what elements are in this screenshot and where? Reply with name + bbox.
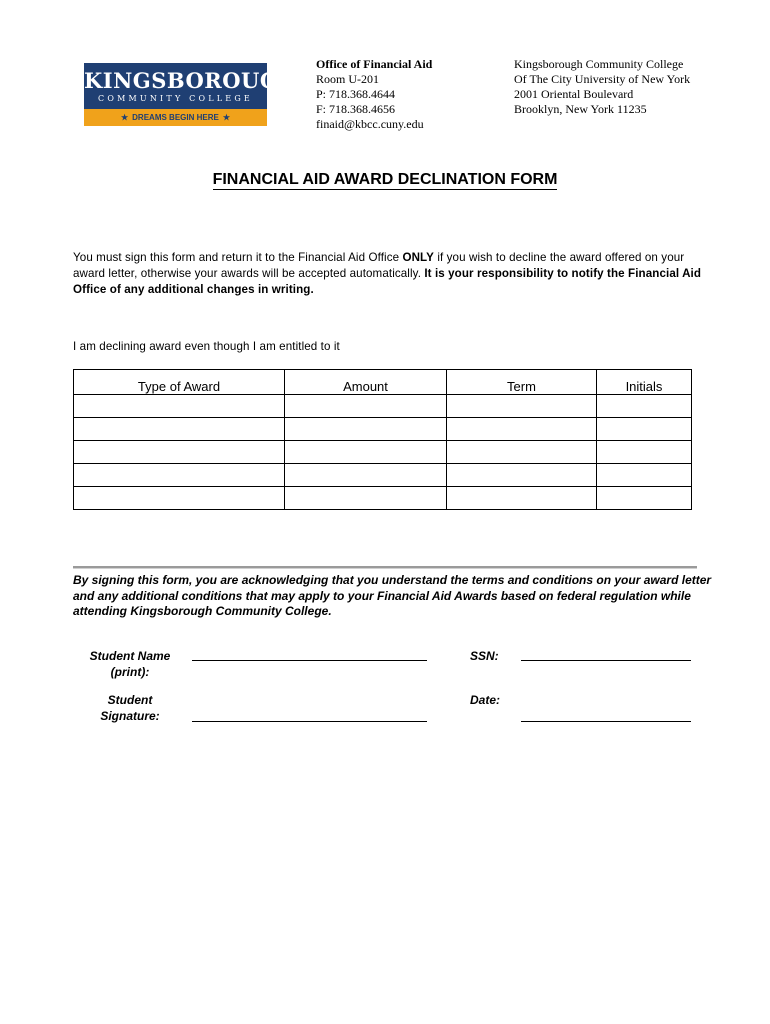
header-amount: Amount (285, 370, 447, 395)
table-row (74, 464, 692, 487)
cell-initials[interactable] (597, 487, 692, 510)
student-signature-label-block (80, 692, 180, 724)
college-line-4: Brooklyn, New York 11235 (514, 102, 647, 116)
star-icon: ★ (222, 113, 231, 122)
cell-type[interactable] (74, 487, 285, 510)
logo-name: KINGSBOROUGH (84, 68, 299, 93)
ssn-label: SSN: (470, 649, 499, 663)
college-line-3: 2001 Oriental Boulevard (514, 87, 634, 101)
student-name-line[interactable] (192, 660, 427, 661)
student-signature-line[interactable] (192, 721, 427, 722)
cell-term[interactable] (447, 418, 597, 441)
cell-term[interactable] (447, 487, 597, 510)
intro-bold-tail: It is your responsibility to notify the Financial Aid Office of any additional changes in writing. (73, 267, 702, 296)
office-title: Office of Financial Aid (316, 57, 433, 71)
cell-term[interactable] (447, 464, 597, 487)
office-fax: F: 718.368.4656 (316, 102, 396, 116)
student-name-sublabel: (print): (110, 665, 150, 679)
cell-type[interactable] (74, 395, 285, 418)
cell-term[interactable] (447, 441, 597, 464)
office-email: finaid@kbcc.cuny.edu (316, 117, 424, 131)
header-type-of-award: Type of Award (74, 370, 285, 395)
date-label: Date: (470, 693, 501, 707)
cell-term[interactable] (447, 395, 597, 418)
college-line-2: Of The City University of New York (514, 72, 691, 86)
table-header-row (74, 370, 692, 395)
cell-type[interactable] (74, 441, 285, 464)
table-row (74, 395, 692, 418)
cell-amount[interactable] (285, 395, 447, 418)
star-icon: ★ (120, 113, 129, 122)
cell-initials[interactable] (597, 464, 692, 487)
cell-type[interactable] (74, 418, 285, 441)
office-phone: P: 718.368.4644 (316, 87, 396, 101)
cell-amount[interactable] (285, 464, 447, 487)
student-name-label: Student Name (89, 649, 171, 663)
section-divider (73, 566, 697, 569)
cell-amount[interactable] (285, 487, 447, 510)
award-table (73, 369, 692, 510)
student-name-label-block (80, 648, 180, 680)
intro-part-1: You must sign this form and return it to the Financial Aid Office (73, 251, 403, 264)
acknowledgement-text: By signing this form, you are acknowledging that you understand the terms and conditions on your award letter and any additional conditions that may apply to your Financial Aid Awards based on federal regulation while attending Kingsborough Community College. (73, 573, 712, 618)
form-title-wrap (0, 171, 770, 189)
logo-subtitle: COMMUNITY COLLEGE (98, 94, 253, 103)
logo-tagline: DREAMS BEGIN HERE (132, 113, 219, 122)
cell-amount[interactable] (285, 441, 447, 464)
cell-initials[interactable] (597, 395, 692, 418)
table-row (74, 441, 692, 464)
college-address-block (514, 57, 690, 117)
table-row (74, 418, 692, 441)
office-contact-block (316, 57, 432, 132)
student-signature-sublabel: Signature: (100, 709, 160, 723)
student-signature-label: Student (107, 693, 153, 707)
college-logo (84, 63, 299, 126)
header-initials: Initials (597, 370, 692, 395)
table-row (74, 487, 692, 510)
cell-type[interactable] (74, 464, 285, 487)
cell-amount[interactable] (285, 418, 447, 441)
cell-initials[interactable] (597, 418, 692, 441)
office-room: Room U-201 (316, 72, 379, 86)
intro-part-2: if you wish to decline the award offered on your award letter, otherwise your awards will be accepted automatically. (73, 251, 685, 280)
header-term: Term (447, 370, 597, 395)
logo-tagline-band (84, 109, 267, 126)
cell-initials[interactable] (597, 441, 692, 464)
form-title: FINANCIAL AID AWARD DECLINATION FORM (212, 171, 558, 188)
intro-only: ONLY (402, 251, 435, 264)
college-line-1: Kingsborough Community College (514, 57, 684, 71)
date-line[interactable] (521, 721, 691, 722)
declining-statement: I am declining award even though I am entitled to it (73, 340, 340, 353)
ssn-line[interactable] (521, 660, 691, 661)
intro-paragraph (73, 250, 703, 298)
